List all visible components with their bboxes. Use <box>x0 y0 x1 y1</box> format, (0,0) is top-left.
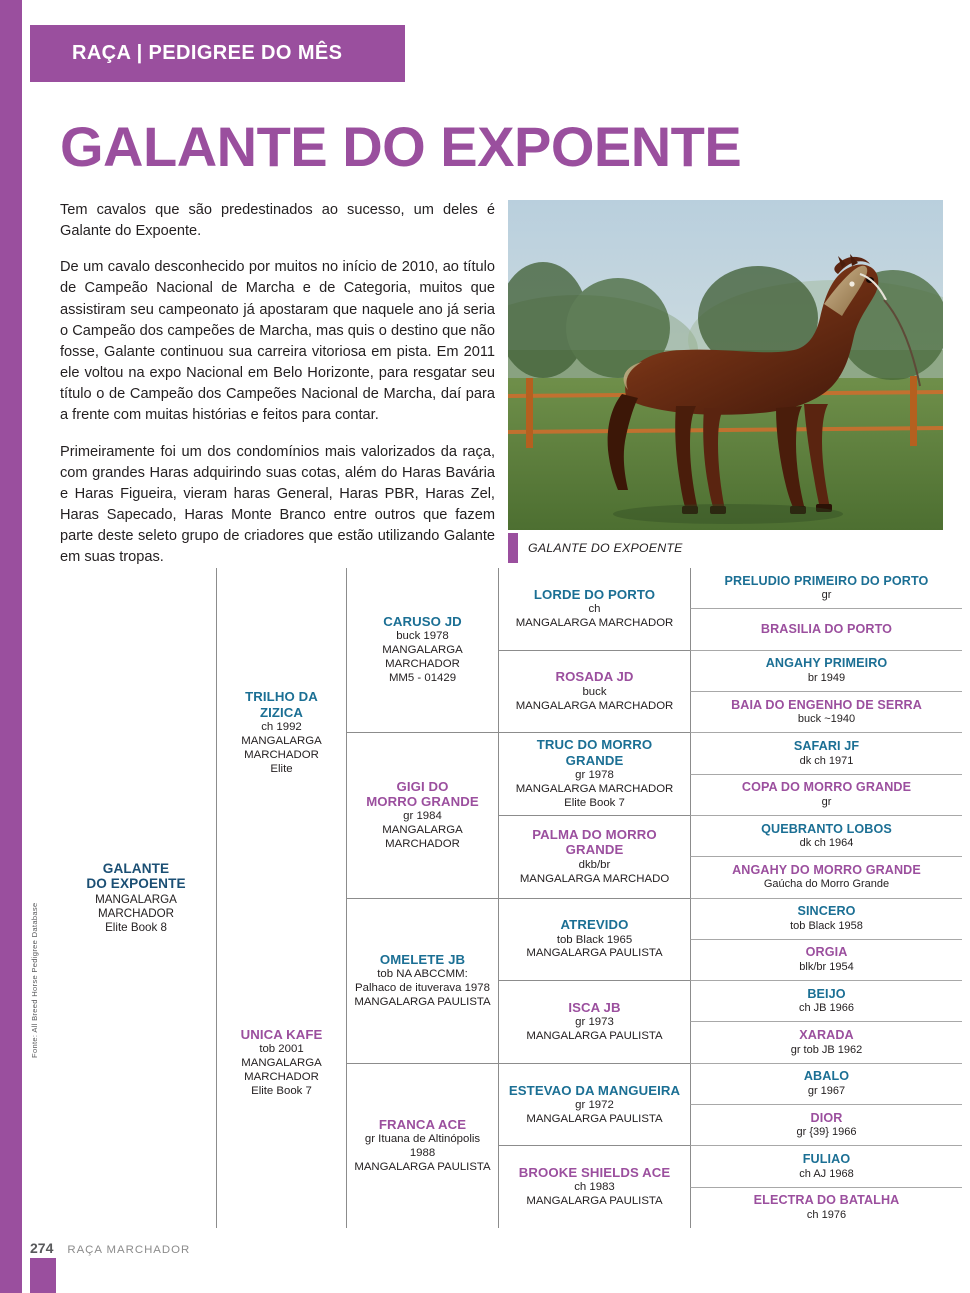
pedigree-horse-name: TRUC DO MORRO GRANDE <box>536 737 653 768</box>
pedigree-cell <box>498 732 690 815</box>
pedigree-horse-meta: tob 2001 MANGALARGA MARCHADOR Elite Book 7 <box>241 1043 322 1098</box>
pedigree-cell <box>346 732 498 897</box>
pedigree-cell <box>690 650 962 691</box>
section-kicker-banner <box>30 25 405 82</box>
article-paragraph-2: De um cavalo desconhecido por muitos no início de 2010, ao título de Campeão Nacional de Marcha e de Categoria, muitos que assistiram seu campeonato já apostaram que naquele ano já seria o Campeão dos campeões de Marcha, mas quis o destino que não fosse, Galante continuou sua carreira vitoriosa em pista. Em 2011 ele voltou na expo Nacional em Belo Horizonte, para resgatar seu título o de Campeão dos Campeões Nacional de Marcha, daí para a frente com muitas histórias e feitos para contar. <box>60 259 495 424</box>
pedigree-cell <box>498 815 690 898</box>
pedigree-generation-5 <box>690 568 962 1228</box>
pedigree-horse-meta: gr <box>821 795 832 808</box>
pedigree-horse-name: ELECTRA DO BATALHA <box>753 1193 900 1208</box>
pedigree-horse-name: OMELETE JB <box>379 951 466 967</box>
pedigree-horse-name: ROSADA JD <box>555 669 634 685</box>
pedigree-horse-meta: gr 1978 MANGALARGA MARCHADOR Elite Book 7 <box>515 769 674 809</box>
pedigree-horse-name: PRELUDIO PRIMEIRO DO PORTO <box>724 573 929 588</box>
caption-accent-bar <box>508 533 518 563</box>
pedigree-generation-1 <box>56 568 216 1228</box>
pedigree-chart <box>56 568 962 1228</box>
pedigree-horse-name: SINCERO <box>797 904 856 919</box>
pedigree-horse-name: ABALO <box>803 1069 850 1084</box>
pedigree-horse-meta: gr Ituana de Altinópolis 1988 MANGALARGA PAULISTA <box>354 1133 491 1173</box>
pedigree-horse-meta: dkb/br MANGALARGA MARCHADO <box>519 858 670 885</box>
page-spine-bar <box>0 0 22 1293</box>
pedigree-horse-name: SAFARI JF <box>793 738 860 753</box>
pedigree-generation-4 <box>498 568 690 1228</box>
pedigree-cell <box>690 856 962 897</box>
pedigree-cell <box>216 568 346 898</box>
pedigree-cell <box>690 691 962 732</box>
article-paragraph-3: Primeiramente foi um dos condomínios mais valorizados da raça, com grandes Haras adquirindo suas cotas, além do Haras Bavária e Haras Figueira, vieram haras General, Haras PBR, Haras Zel, Haras Sapecado, Haras Monte Branco entre outros que fazem parte deste seleto grupo de criadores que estão utilizando Galante em suas tropas. <box>60 443 495 566</box>
pedigree-cell <box>690 732 962 773</box>
pedigree-horse-name: FRANCA ACE <box>378 1116 467 1132</box>
pedigree-horse-meta: tob Black 1965 MANGALARGA PAULISTA <box>526 933 663 960</box>
pedigree-cell <box>56 568 216 1228</box>
pedigree-horse-name: DIOR <box>810 1110 843 1125</box>
pedigree-horse-meta: dk ch 1964 <box>799 837 854 850</box>
pedigree-horse-name: PALMA DO MORRO GRANDE <box>532 826 657 858</box>
pedigree-horse-name: BROOKE SHIELDS ACE <box>518 1165 671 1181</box>
pedigree-cell <box>498 568 690 650</box>
pedigree-cell <box>690 1063 962 1104</box>
photo-caption <box>508 533 943 563</box>
pedigree-horse-meta: gr 1984 MANGALARGA MARCHADOR <box>382 810 463 851</box>
pedigree-horse-name: GALANTE DO EXPOENTE <box>86 860 186 892</box>
pedigree-horse-name: FULIAO <box>802 1152 851 1167</box>
pedigree-horse-meta: gr 1967 <box>807 1085 846 1097</box>
pedigree-horse-meta: ch AJ 1968 <box>799 1167 854 1180</box>
pedigree-horse-name: ORGIA <box>805 945 848 960</box>
pedigree-cell <box>690 1104 962 1145</box>
pedigree-horse-name: XARADA <box>799 1028 854 1043</box>
pedigree-cell <box>690 1021 962 1062</box>
pedigree-generation-3 <box>346 568 498 1228</box>
pedigree-cell <box>690 608 962 649</box>
pedigree-horse-meta: MANGALARGA MARCHADOR Elite Book 8 <box>95 893 177 935</box>
pedigree-cell <box>690 898 962 939</box>
pedigree-horse-meta: blk/br 1954 <box>799 961 854 974</box>
pedigree-horse-meta: dk ch 1971 <box>799 754 854 767</box>
pedigree-horse-meta: ch 1992 MANGALARGA MARCHADOR Elite <box>241 721 322 775</box>
article-paragraph-1: Tem cavalos que são predestinados ao sucesso, um deles é Galante do Expoente. <box>60 202 495 240</box>
page-number: 274 <box>30 1240 54 1256</box>
page-title: GALANTE DO EXPOENTE <box>60 115 742 178</box>
pedigree-horse-name: BRASILIA DO PORTO <box>760 622 893 637</box>
pedigree-horse-meta: ch MANGALARGA MARCHADOR <box>515 603 674 629</box>
pedigree-horse-meta: ch 1983 MANGALARGA PAULISTA <box>526 1181 663 1208</box>
pedigree-cell <box>690 815 962 856</box>
footer-accent-tab <box>30 1258 56 1293</box>
pedigree-horse-name: BEIJO <box>807 986 846 1001</box>
pedigree-cell <box>690 980 962 1021</box>
pedigree-cell <box>498 980 690 1063</box>
kicker-label: RAÇA | PEDIGREE DO MÊS <box>72 42 343 64</box>
pedigree-generation-2 <box>216 568 346 1228</box>
source-credit: Fonte: All Breed Horse Pedigree Database <box>30 902 39 1058</box>
horse-photo-illustration <box>508 200 943 530</box>
pedigree-horse-meta: Gaúcha do Morro Grande <box>763 878 890 891</box>
pedigree-cell <box>346 568 498 732</box>
pedigree-horse-meta: buck ~1940 <box>797 713 856 726</box>
pedigree-cell <box>690 774 962 815</box>
pedigree-horse-name: ESTEVAO DA MANGUEIRA <box>508 1082 681 1098</box>
pedigree-horse-meta: gr tob JB 1962 <box>790 1043 863 1056</box>
pedigree-horse-meta: ch 1976 <box>806 1208 847 1221</box>
pedigree-cell <box>498 898 690 981</box>
pedigree-horse-meta: gr {39} 1966 <box>796 1126 857 1139</box>
pedigree-horse-meta: gr 1972 MANGALARGA PAULISTA <box>526 1098 663 1125</box>
pedigree-horse-name: ANGAHY DO MORRO GRANDE <box>732 862 921 877</box>
pedigree-horse-meta: br 1949 <box>807 671 846 684</box>
pedigree-horse-name: GIGI DO MORRO GRANDE <box>366 778 479 810</box>
pedigree-horse-meta: gr <box>821 589 832 602</box>
pedigree-horse-name: ANGAHY PRIMEIRO <box>765 656 888 671</box>
pedigree-horse-name: UNICA KAFE <box>240 1027 323 1043</box>
pedigree-horse-name: ISCA JB <box>568 999 621 1015</box>
pedigree-horse-name: QUEBRANTO LOBOS <box>761 821 892 836</box>
pedigree-horse-meta: gr 1973 MANGALARGA PAULISTA <box>526 1016 663 1043</box>
pedigree-cell <box>690 568 962 608</box>
pedigree-cell <box>498 650 690 733</box>
pedigree-horse-name: COPA DO MORRO GRANDE <box>741 780 912 795</box>
pedigree-horse-name: BAIA DO ENGENHO DE SERRA <box>731 697 922 712</box>
pedigree-horse-name: LORDE DO PORTO <box>533 586 656 602</box>
pedigree-horse-meta: buck MANGALARGA MARCHADOR <box>515 685 674 712</box>
article-body <box>60 200 495 569</box>
pedigree-cell <box>346 898 498 1063</box>
horse-photo <box>508 200 943 530</box>
pedigree-cell <box>498 1063 690 1146</box>
pedigree-cell <box>346 1063 498 1228</box>
pedigree-horse-meta: ch JB 1966 <box>798 1002 855 1015</box>
caption-label: GALANTE DO EXPOENTE <box>528 541 683 555</box>
pedigree-cell <box>690 1187 962 1228</box>
publication-name: RAÇA MARCHADOR <box>67 1244 191 1256</box>
pedigree-horse-meta: tob NA ABCCMM: Palhaco de ituverava 1978 MANGALARGA PAULISTA <box>354 967 491 1008</box>
pedigree-horse-name: TRILHO DA ZIZICA <box>245 689 318 720</box>
pedigree-cell <box>690 939 962 980</box>
pedigree-cell <box>498 1145 690 1228</box>
pedigree-horse-meta: tob Black 1958 <box>790 919 863 932</box>
pedigree-cell <box>690 1145 962 1186</box>
pedigree-horse-name: ATREVIDO <box>560 917 629 933</box>
pedigree-horse-meta: buck 1978 MANGALARGA MARCHADOR MM5 - 01429 <box>382 630 463 685</box>
page-footer <box>30 1240 190 1256</box>
pedigree-cell <box>216 898 346 1228</box>
pedigree-horse-name: CARUSO JD <box>383 614 462 630</box>
